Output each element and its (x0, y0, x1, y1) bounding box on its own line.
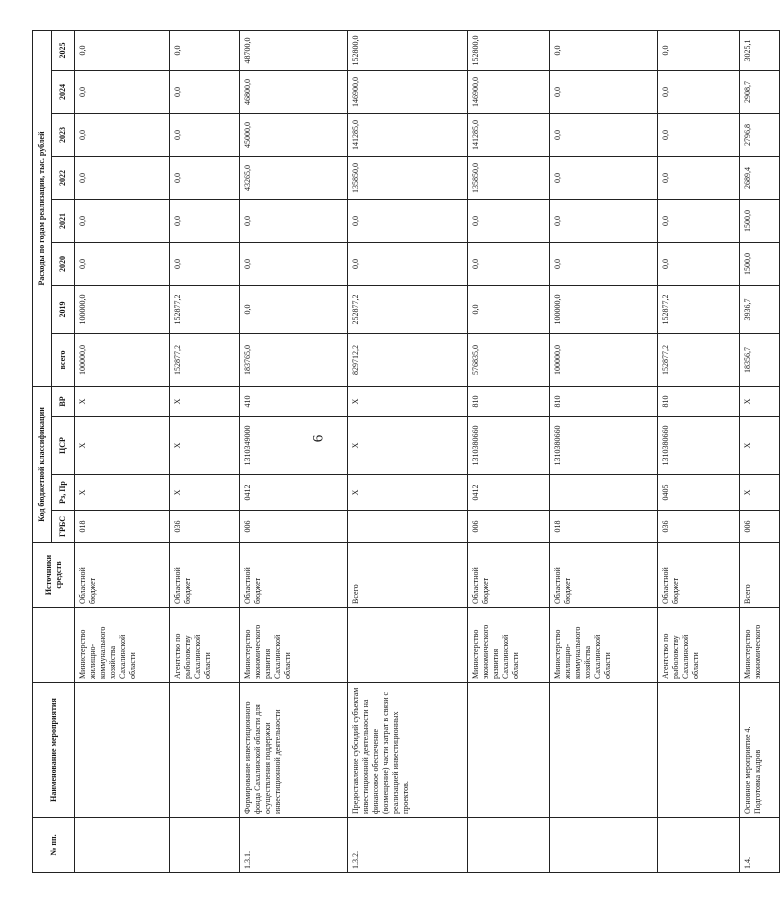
vr-cell: X (740, 386, 780, 416)
amount-cell: 0,0 (550, 70, 658, 113)
table-row (170, 30, 240, 872)
amount-cell: 152877,2 (170, 285, 240, 333)
executor-cell: Министерство жилищно-коммунального хозяйства Сахалинской области (550, 608, 658, 683)
source-cell: Областной бюджет (75, 543, 170, 608)
header-year: 2022 (52, 156, 75, 199)
amount-cell: 152800,0 (468, 30, 550, 70)
vr-cell: X (170, 386, 240, 416)
csr-cell: 1310380660 (658, 417, 740, 475)
amount-cell: 0,0 (658, 156, 740, 199)
amount-cell: 0,0 (550, 156, 658, 199)
csr-cell: 1310380660 (468, 417, 550, 475)
grbs-cell (348, 511, 468, 543)
grbs-cell: 006 (468, 511, 550, 543)
amount-cell: 0,0 (550, 242, 658, 285)
amount-cell: 0,0 (170, 113, 240, 156)
header-budget-code: Код бюджетной классификации (33, 386, 52, 542)
amount-cell: 0,0 (170, 199, 240, 242)
amount-cell: 0,0 (348, 199, 468, 242)
header-year: 2025 (52, 30, 75, 70)
table-row (550, 30, 658, 872)
rzpr-cell: 0412 (240, 475, 348, 511)
grbs-cell: 018 (75, 511, 170, 543)
amount-cell: 0,0 (550, 113, 658, 156)
row-number (550, 818, 658, 873)
amount-cell: 100000,0 (550, 333, 658, 386)
row-number: 1.3.2. (348, 818, 468, 873)
amount-cell: 18356,7 (740, 333, 780, 386)
activity-name (658, 683, 740, 818)
amount-cell: 146900,0 (468, 70, 550, 113)
amount-cell: 2796,8 (740, 113, 780, 156)
source-cell: Всего (348, 543, 468, 608)
rzpr-cell: 0412 (468, 475, 550, 511)
header-executor (33, 608, 75, 683)
amount-cell: 0,0 (348, 242, 468, 285)
header-sources: Источники средств (33, 543, 75, 608)
vr-cell: 410 (240, 386, 348, 416)
amount-cell: 0,0 (75, 30, 170, 70)
amount-cell: 0,0 (658, 30, 740, 70)
amount-cell: 0,0 (75, 70, 170, 113)
amount-cell: 141285,0 (348, 113, 468, 156)
row-number: 1.4. (740, 818, 780, 873)
csr-cell: 1310349000 (240, 417, 348, 475)
grbs-cell: 006 (240, 511, 348, 543)
table-row (740, 30, 780, 872)
amount-cell: 0,0 (75, 156, 170, 199)
amount-cell: 46800,0 (240, 70, 348, 113)
vr-cell: 810 (658, 386, 740, 416)
amount-cell: 3936,7 (740, 285, 780, 333)
row-number (75, 818, 170, 873)
amount-cell: 0,0 (658, 199, 740, 242)
amount-cell: 0,0 (550, 30, 658, 70)
amount-cell: 48700,0 (240, 30, 348, 70)
grbs-cell: 036 (170, 511, 240, 543)
activity-name (550, 683, 658, 818)
amount-cell: 135850,0 (348, 156, 468, 199)
header-year: 2019 (52, 285, 75, 333)
header-code: ГРБС (52, 511, 75, 543)
amount-cell: 100000,0 (75, 285, 170, 333)
amount-cell: 100000,0 (550, 285, 658, 333)
header-code: Рз, Пр (52, 475, 75, 511)
vr-cell: 810 (550, 386, 658, 416)
grbs-cell: 018 (550, 511, 658, 543)
table-row (240, 30, 348, 872)
amount-cell: 0,0 (468, 285, 550, 333)
header-code: ВР (52, 386, 75, 416)
amount-cell: 0,0 (170, 242, 240, 285)
header-name: Наименование мероприятия (33, 683, 75, 818)
header-expenses: Расходы по годам реализации, тыс. рублей (33, 30, 52, 386)
executor-cell: Агентство по рыболовству Сахалинской области (658, 608, 740, 683)
rotated-page (32, 30, 762, 873)
amount-cell: 0,0 (75, 242, 170, 285)
amount-cell: 0,0 (550, 199, 658, 242)
csr-cell: X (348, 417, 468, 475)
csr-cell: 1310380660 (550, 417, 658, 475)
amount-cell: 45000,0 (240, 113, 348, 156)
executor-cell: Агентство по рыболовству Сахалинской области (170, 608, 240, 683)
amount-cell: 135850,0 (468, 156, 550, 199)
amount-cell: 141285,0 (468, 113, 550, 156)
table-row (75, 30, 170, 872)
expenses-table (32, 30, 780, 873)
source-cell: Всего (740, 543, 780, 608)
header-year: 2020 (52, 242, 75, 285)
executor-cell (348, 608, 468, 683)
row-number: 1.3.1. (240, 818, 348, 873)
amount-cell: 0,0 (75, 113, 170, 156)
rzpr-cell: X (75, 475, 170, 511)
rzpr-cell (550, 475, 658, 511)
source-cell: Областной бюджет (170, 543, 240, 608)
csr-cell: X (170, 417, 240, 475)
amount-cell: 152877,2 (658, 333, 740, 386)
vr-cell: 810 (468, 386, 550, 416)
amount-cell: 0,0 (658, 70, 740, 113)
grbs-cell: 006 (740, 511, 780, 543)
table-row (468, 30, 550, 872)
activity-name (170, 683, 240, 818)
executor-cell: Министерство экономического развития Сахалинской области (468, 608, 550, 683)
amount-cell: 0,0 (240, 285, 348, 333)
rzpr-cell: X (348, 475, 468, 511)
amount-cell: 0,0 (170, 156, 240, 199)
row-number (170, 818, 240, 873)
amount-cell: 0,0 (170, 70, 240, 113)
header-code: ЦСР (52, 417, 75, 475)
amount-cell: 100000,0 (75, 333, 170, 386)
header-year: 2024 (52, 70, 75, 113)
amount-cell: 2908,7 (740, 70, 780, 113)
source-cell: Областной бюджет (550, 543, 658, 608)
header-no: № пп. (33, 818, 75, 873)
amount-cell: 0,0 (170, 30, 240, 70)
amount-cell: 183765,0 (240, 333, 348, 386)
amount-cell: 0,0 (240, 199, 348, 242)
activity-name: Предоставление субсидий субъектам инвестиционной деятельности на финансовое обеспечение (возмещение) части затрат в связи с реализацией инвестиционных проектов. (348, 683, 468, 818)
amount-cell: 576835,0 (468, 333, 550, 386)
activity-name (75, 683, 170, 818)
table-body (75, 30, 780, 872)
csr-cell: X (75, 417, 170, 475)
csr-cell: X (740, 417, 780, 475)
rzpr-cell: X (740, 475, 780, 511)
source-cell: Областной бюджет (468, 543, 550, 608)
rzpr-cell: X (170, 475, 240, 511)
amount-cell: 152800,0 (348, 30, 468, 70)
header-year: всего (52, 333, 75, 386)
page-number: 6 (310, 434, 327, 443)
amount-cell: 0,0 (468, 199, 550, 242)
amount-cell: 0,0 (468, 242, 550, 285)
amount-cell: 0,0 (658, 242, 740, 285)
amount-cell: 3025,1 (740, 30, 780, 70)
executor-cell: Министерство жилищно-коммунального хозяйства Сахалинской области (75, 608, 170, 683)
amount-cell: 43265,0 (240, 156, 348, 199)
amount-cell: 829712,2 (348, 333, 468, 386)
vr-cell: X (75, 386, 170, 416)
amount-cell: 1500,0 (740, 199, 780, 242)
executor-cell: Министерство экономического (740, 608, 780, 683)
activity-name (468, 683, 550, 818)
amount-cell: 152877,2 (658, 285, 740, 333)
activity-name: Основное мероприятие 4. Подготовка кадров (740, 683, 780, 818)
rzpr-cell: 0405 (658, 475, 740, 511)
amount-cell: 2689,4 (740, 156, 780, 199)
amount-cell: 252877,2 (348, 285, 468, 333)
table-row (348, 30, 468, 872)
header-year: 2021 (52, 199, 75, 242)
source-cell: Областной бюджет (240, 543, 348, 608)
table-row (658, 30, 740, 872)
source-cell: Областной бюджет (658, 543, 740, 608)
executor-cell: Министерство экономического развития Сахалинской области (240, 608, 348, 683)
amount-cell: 0,0 (240, 242, 348, 285)
amount-cell: 152877,2 (170, 333, 240, 386)
activity-name: Формирование инвестиционного фонда Сахалинской области для осуществления поддержки инвестиционной деятельности (240, 683, 348, 818)
amount-cell: 0,0 (658, 113, 740, 156)
row-number (658, 818, 740, 873)
vr-cell: X (348, 386, 468, 416)
amount-cell: 0,0 (75, 199, 170, 242)
amount-cell: 146900,0 (348, 70, 468, 113)
header-year: 2023 (52, 113, 75, 156)
amount-cell: 1500,0 (740, 242, 780, 285)
grbs-cell: 036 (658, 511, 740, 543)
row-number (468, 818, 550, 873)
